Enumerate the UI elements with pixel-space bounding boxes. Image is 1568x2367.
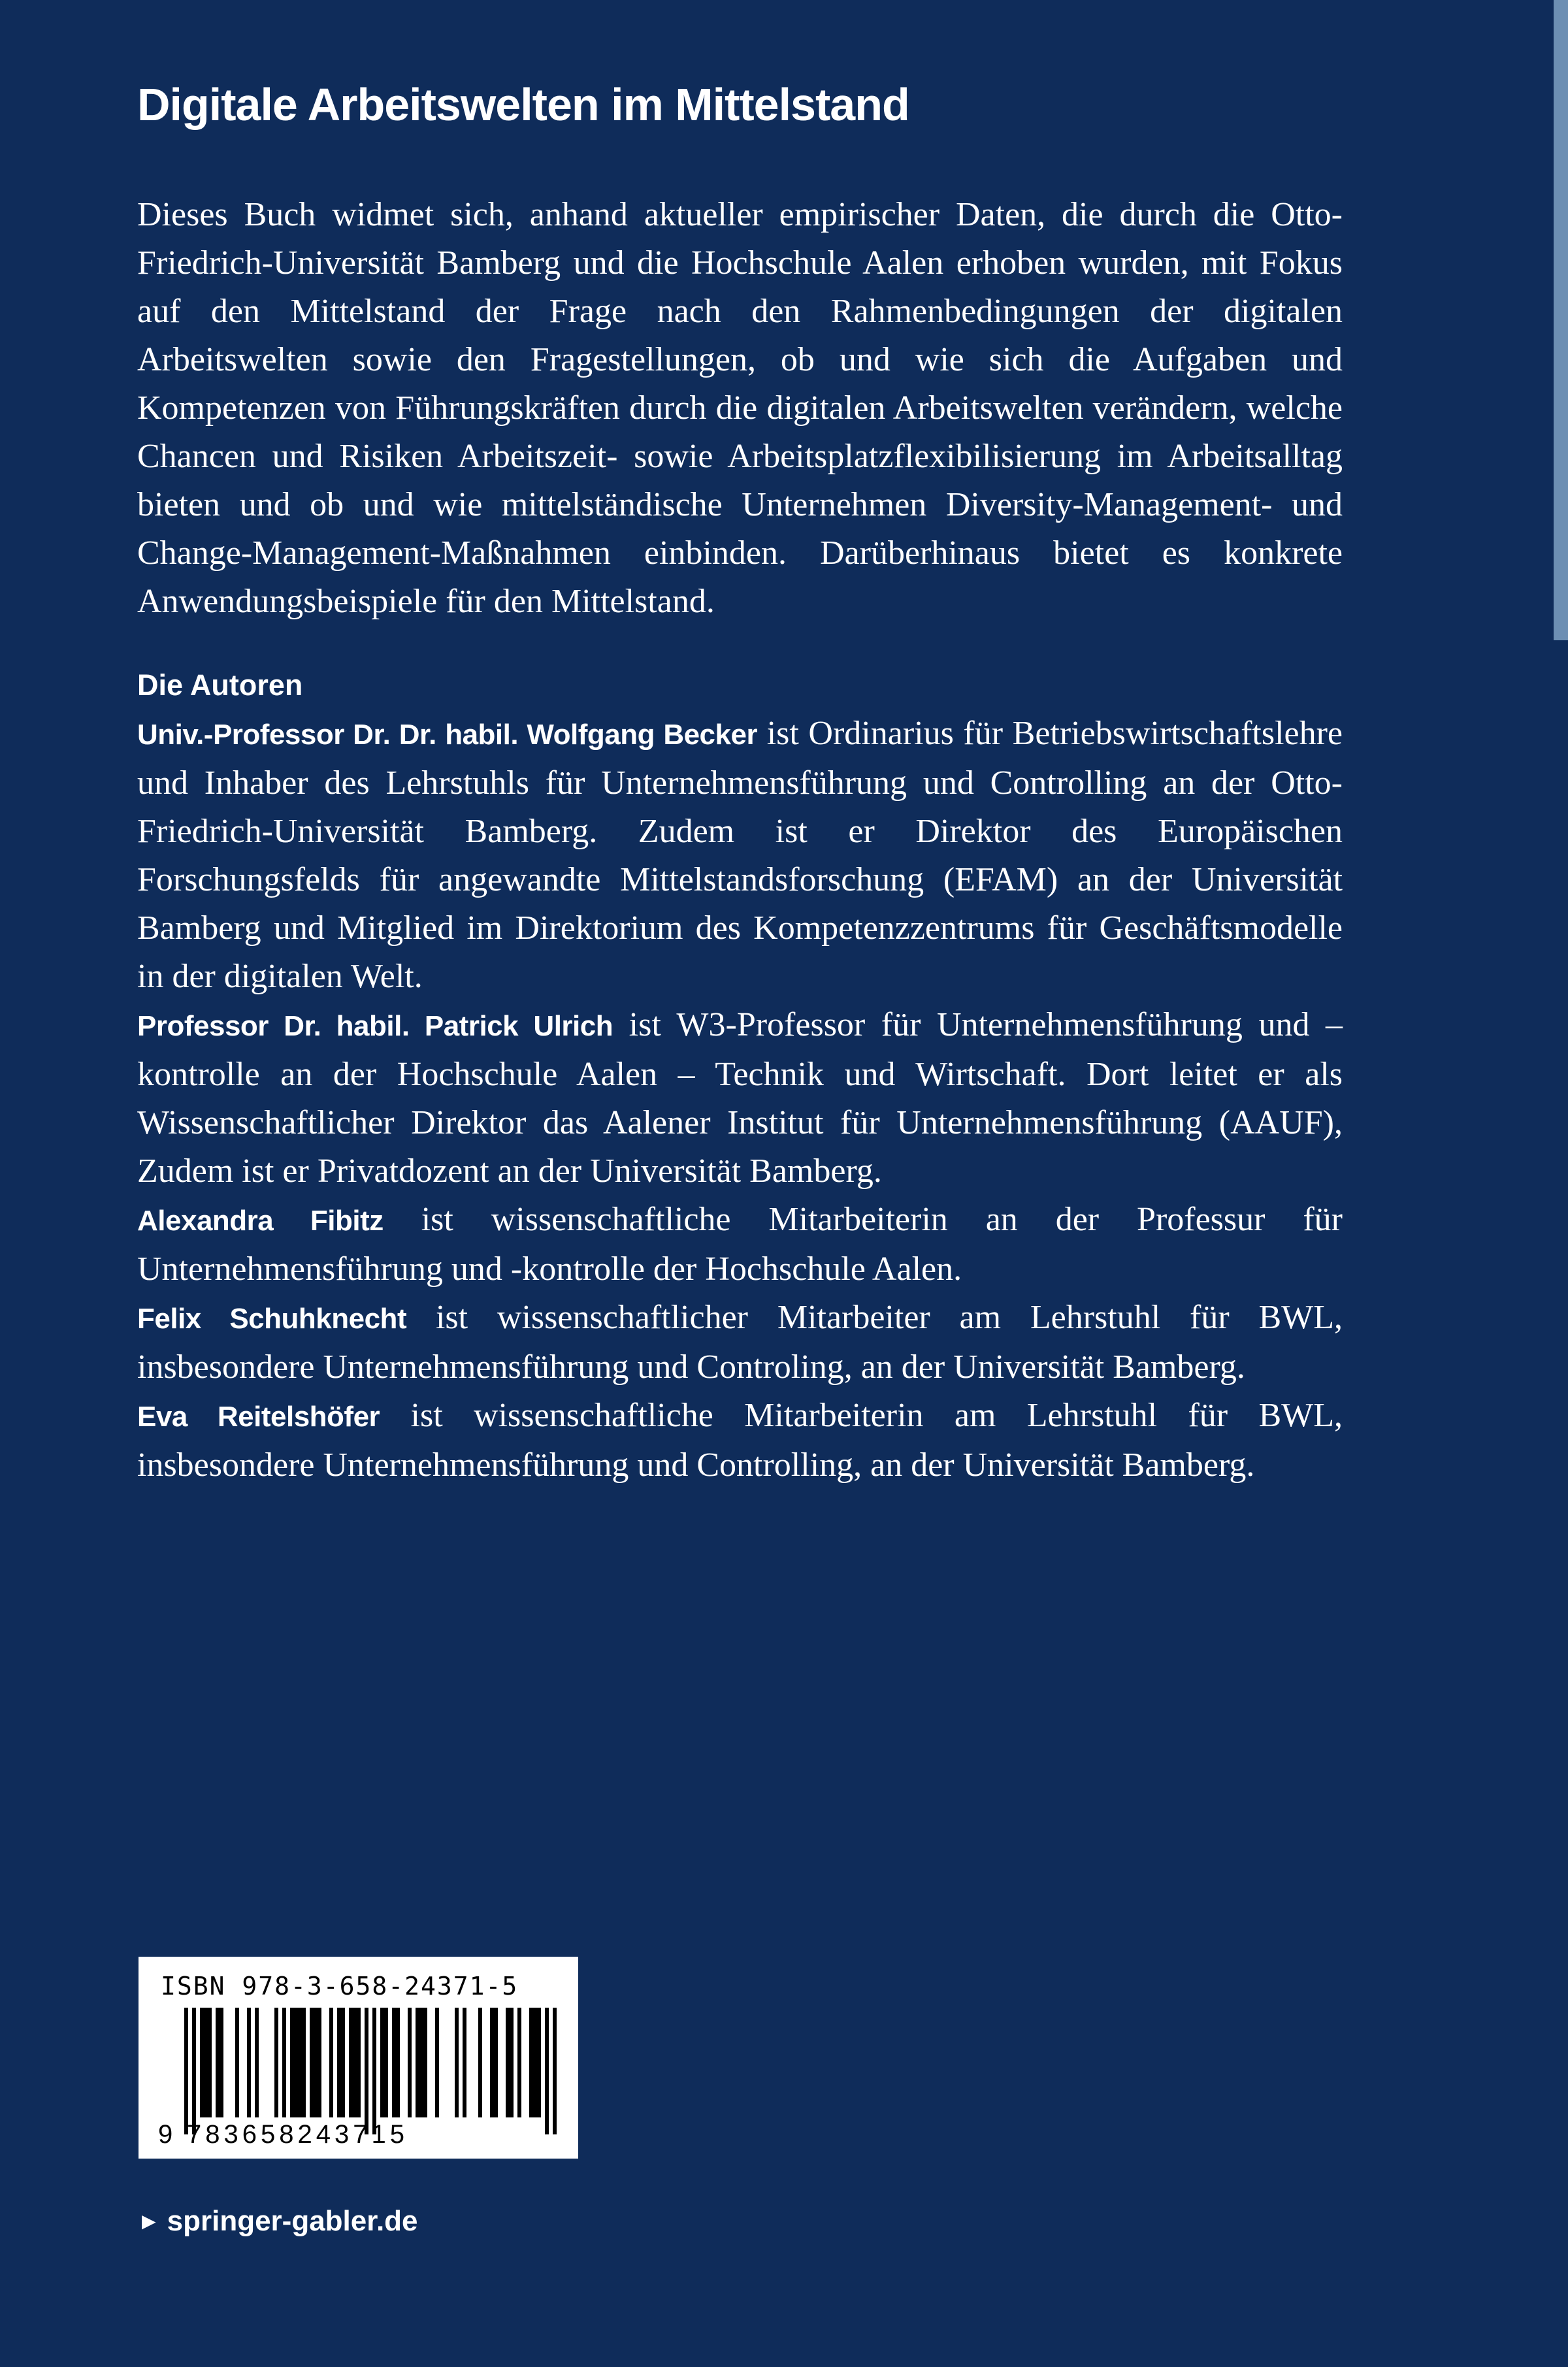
author-description: ist wissenschaftlicher Mitarbeiter am Lehrstuhl für BWL, insbesondere Unternehmensführung und Controling, an der Universität Bamberg.	[137, 1299, 1343, 1386]
barcode-bar	[396, 2008, 400, 2117]
barcode-bar	[204, 2008, 208, 2117]
book-title: Digitale Arbeitswelten im Mittelstand	[137, 79, 909, 130]
ean-digits: 783658243715	[187, 2120, 408, 2149]
publisher-url	[137, 2202, 418, 2241]
author-name: Felix Schuhknecht	[137, 1303, 407, 1335]
barcode-bar	[384, 2008, 388, 2117]
barcode-bar	[294, 2008, 298, 2117]
barcode-bar	[314, 2008, 318, 2117]
barcode-bar	[235, 2008, 239, 2117]
barcode-bar	[423, 2008, 427, 2117]
author-name: Professor Dr. habil. Patrick Ulrich	[137, 1010, 613, 1042]
authors-heading: Die Autoren	[137, 668, 303, 702]
barcode-bar	[529, 2008, 533, 2117]
barcode-bar	[490, 2008, 494, 2117]
barcode-bar	[310, 2008, 314, 2117]
author-bios	[137, 710, 1343, 1490]
barcode-bar	[282, 2008, 286, 2117]
spine-strip	[1554, 0, 1568, 640]
barcode-bar	[318, 2008, 321, 2117]
barcode-bar	[517, 2008, 521, 2117]
barcode-guard-bar	[192, 2008, 196, 2134]
book-blurb: Dieses Buch widmet sich, anhand aktueller empirischer Daten, die durch die Otto-Friedrich-Universität Bamberg und die Hochschule Aalen erhoben wurden, mit Fokus auf den Mittelstand der Frage nach den Rahmenbedingungen der digitalen Arbeitswelten sowie den Fragestellungen, ob und wie sich die Aufgaben und Kompetenzen von Führungskräften durch die digitalen Arbeitswelten verändern, welche Chancen und Risiken Arbeitszeit- sowie Arbeitsplatzflexibilisierung im Arbeitsalltag bieten und ob und wie mittelständische Unternehmen Diversity-Management- und Change-Management-Maßnahmen einbinden. Darüberhinaus bietet es konkrete Anwendungsbeispiele für den Mittelstand.	[137, 196, 1343, 620]
barcode-bar	[463, 2008, 466, 2117]
arrow-right-icon: ►	[137, 2208, 161, 2234]
author-name: Univ.-Professor Dr. Dr. habil. Wolfgang Becker	[137, 719, 758, 751]
author-description: ist wissenschaftliche Mitarbeiterin an der Professur für Unternehmensführung und -kontrolle der Hochschule Aalen.	[137, 1201, 1343, 1288]
author-name: Eva Reitelshöfer	[137, 1401, 380, 1433]
barcode-bar	[357, 2008, 361, 2117]
barcode-bar	[537, 2008, 541, 2117]
barcode-bar	[392, 2008, 396, 2117]
barcode-guard-bar	[545, 2008, 549, 2134]
barcode-bar	[216, 2008, 220, 2117]
barcode-bar	[478, 2008, 482, 2117]
author-description: ist Ordinarius für Betriebswirtschaftslehre und Inhaber des Lehrstuhls für Unternehmensführung und Controlling an der Otto-Friedrich-Universität Bamberg. Zudem ist er Direktor des Europäischen Forschungsfelds für angewandte Mittelstandsforschung (EFAM) an der Universität Bamberg und Mitglied im Direktorium des Kompetenzzentrums für Geschäftsmodelle in der digitalen Welt.	[137, 715, 1343, 995]
isbn-label: ISBN 978-3-658-24371-5	[161, 1972, 519, 2000]
barcode-bar	[533, 2008, 537, 2117]
barcode-bar	[349, 2008, 353, 2117]
barcode-bar	[353, 2008, 357, 2117]
barcode-guard-bar	[553, 2008, 557, 2134]
author-bio-schuhknecht	[137, 1294, 1343, 1392]
barcode-guard-bar	[184, 2008, 188, 2134]
barcode-bar	[220, 2008, 223, 2117]
barcode-bar	[302, 2008, 306, 2117]
barcode-bar	[510, 2008, 514, 2117]
author-bio-fibitz	[137, 1196, 1343, 1294]
barcode-guard-bar	[372, 2008, 376, 2134]
barcode-bar	[416, 2008, 419, 2117]
author-description: ist W3-Professor für Unternehmensführung und – kontrolle an der Hochschule Aalen – Technik und Wirtschaft. Dort leitet er als Wissenschaftlicher Direktor das Aalener Institut für Unternehmensführung (AAUF), Zudem ist er Privatdozent an der Universität Bamberg.	[137, 1006, 1343, 1190]
author-description: ist wissenschaftliche Mitarbeiterin am Lehrstuhl für BWL, insbesondere Unternehmensführung und Controlling, an der Universität Bamberg.	[137, 1397, 1343, 1484]
barcode-bar	[247, 2008, 251, 2117]
barcode-bar	[274, 2008, 278, 2117]
author-bio-becker	[137, 710, 1343, 1001]
isbn-barcode	[139, 1957, 578, 2159]
barcode-bar	[255, 2008, 259, 2117]
barcode-bar	[408, 2008, 412, 2117]
barcode-bar	[208, 2008, 212, 2117]
barcode-bar	[494, 2008, 498, 2117]
ean-first-digit: 9	[158, 2120, 173, 2149]
author-bio-ulrich	[137, 1001, 1343, 1196]
barcode-bar	[298, 2008, 302, 2117]
barcode-bar	[419, 2008, 423, 2117]
barcode-guard-bar	[365, 2008, 368, 2134]
author-name: Alexandra Fibitz	[137, 1205, 384, 1237]
barcode-bar	[380, 2008, 384, 2117]
barcode-bar	[341, 2008, 345, 2117]
barcode-bar	[200, 2008, 204, 2117]
author-bio-reitelshoefer	[137, 1392, 1343, 1490]
barcode-bar	[435, 2008, 439, 2117]
barcode-bar	[290, 2008, 294, 2117]
barcode-bar	[455, 2008, 459, 2117]
barcode-bar	[337, 2008, 341, 2117]
publisher-url-text: springer-gabler.de	[167, 2205, 418, 2237]
barcode-bar	[329, 2008, 333, 2117]
barcode-bar	[506, 2008, 510, 2117]
